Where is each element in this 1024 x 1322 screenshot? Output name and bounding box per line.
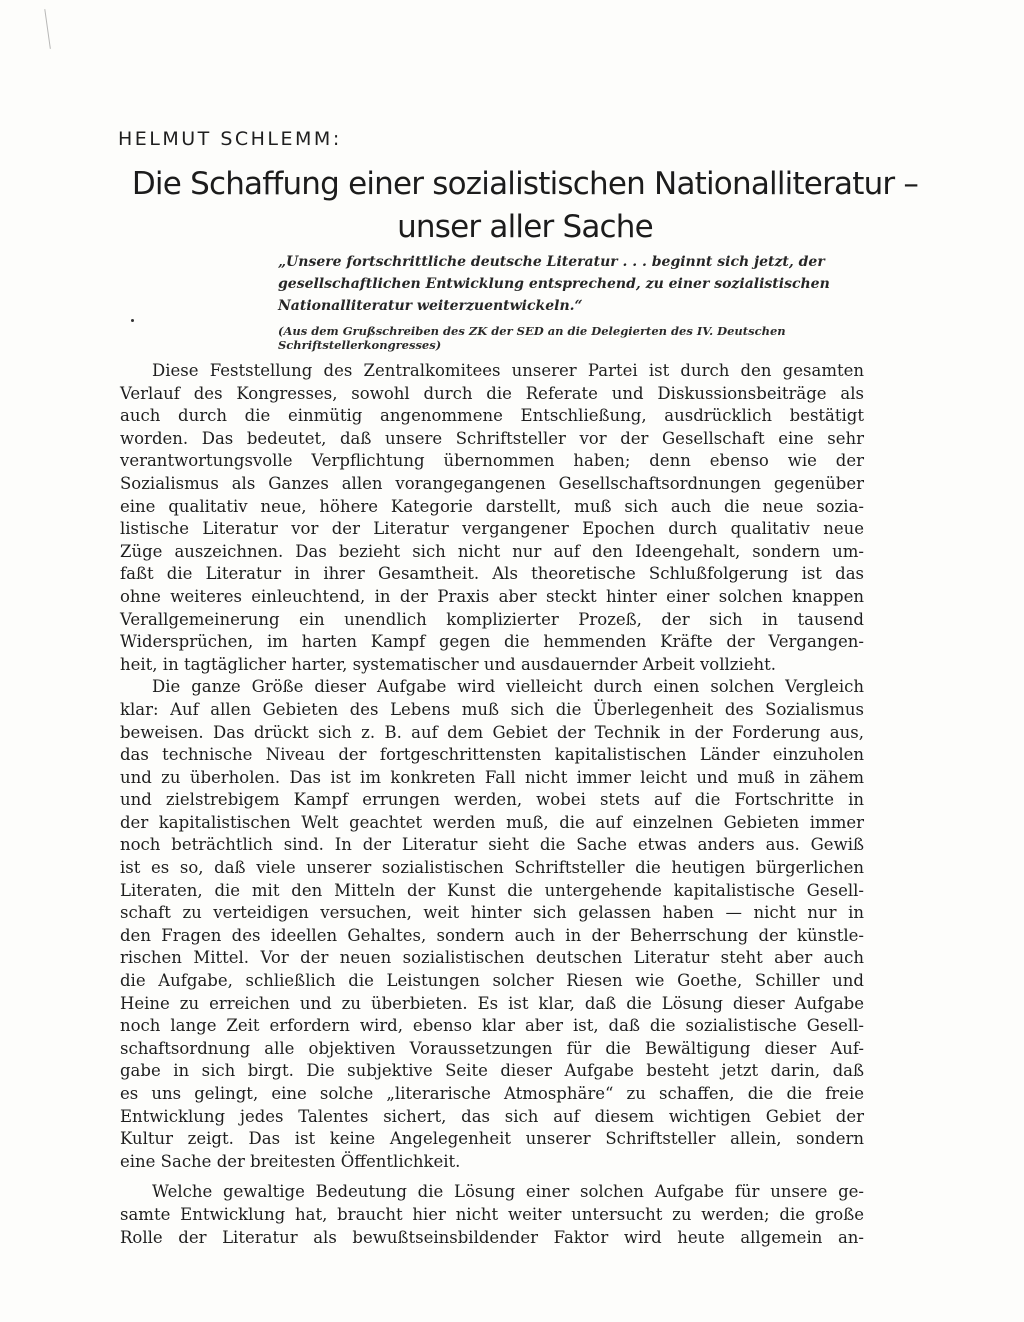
epigraph-source <box>278 324 868 352</box>
text-line: beweisen. Das drückt sich z. B. auf dem Gebiet der Technik in der Forderung aus, <box>120 722 864 742</box>
epigraph-source-line: Schriftstellerkongresses) <box>278 338 442 352</box>
text-line: und zu überholen. Das ist im konkreten Fall nicht immer leicht und muß in zähem <box>120 767 864 787</box>
article-title <box>100 163 950 249</box>
epigraph-line: „Unsere fortschrittliche deutsche Literatur . . . beginnt sich jetzt, der <box>278 254 825 270</box>
text-line: klar: Auf allen Gebieten des Lebens muß sich die Überlegenheit des Sozialismus <box>120 699 864 719</box>
text-line: verantwortungsvolle Verpflichtung übernommen haben; denn ebenso wie der <box>120 451 864 471</box>
text-line: Heine zu erreichen und zu überbieten. Es ist klar, daß die Lösung dieser Aufgabe <box>120 993 864 1013</box>
text-line: und zielstrebigem Kampf errungen werden, wobei stets auf die Fortschritte in <box>120 790 864 810</box>
epigraph-source-line: (Aus dem Grußschreiben des ZK der SED an die Delegierten des IV. Deutschen <box>278 324 786 338</box>
text-line: Rolle der Literatur als bewußtseinsbildender Faktor wird heute allgemein an- <box>120 1227 864 1247</box>
epigraph-line: gesellschaftlichen Entwicklung entsprechend, zu einer sozialistischen <box>278 276 830 292</box>
text-line: schaft zu verteidigen versuchen, weit hinter sich gelassen haben — nicht nur in <box>120 903 864 923</box>
text-line: auch durch die einmütig angenommene Entschließung, ausdrücklich bestätigt <box>120 406 864 426</box>
text-line: Entwicklung jedes Talentes sichert, das sich auf diesem wichtigen Gebiet der <box>120 1106 864 1126</box>
text-line: Die ganze Größe dieser Aufgabe wird vielleicht durch einen solchen Vergleich <box>152 677 864 697</box>
text-line: heit, in tagtäglicher harter, systematischer und ausdauernder Arbeit vollzieht. <box>120 654 776 674</box>
text-line: den Fragen des ideellen Gehaltes, sondern auch in der Beherrschung der künstle- <box>120 925 864 945</box>
text-line: eine Sache der breitesten Öffentlichkeit. <box>120 1151 461 1171</box>
text-line: schaftsordnung alle objektiven Voraussetzungen für die Bewältigung dieser Auf- <box>120 1038 864 1058</box>
paragraph <box>120 360 864 676</box>
margin-pencil-mark <box>44 7 64 49</box>
author-name: HELMUT SCHLEMM: <box>118 128 342 150</box>
text-line: Literaten, die mit den Mitteln der Kunst die untergehende kapitalistische Gesell- <box>120 880 864 900</box>
text-line: eine qualitativ neue, höhere Kategorie darstellt, muß sich auch die neue sozia- <box>120 496 864 516</box>
text-line: Verallgemeinerung ein unendlich komplizierter Prozeß, der sich in tausend <box>120 609 864 629</box>
text-line: das technische Niveau der fortgeschrittensten kapitalistischen Länder einzuholen <box>120 745 864 765</box>
paragraph <box>120 676 864 1173</box>
paragraph <box>120 1181 864 1249</box>
text-line: die Aufgabe, schließlich die Leistungen solcher Riesen wie Goethe, Schiller und <box>120 971 864 991</box>
paragraph-gap <box>120 1173 864 1181</box>
text-line: noch lange Zeit erfordern wird, ebenso klar aber ist, daß die sozialistische Gesell- <box>120 1016 864 1036</box>
text-line: der kapitalistischen Welt geachtet werden muß, die auf einzelnen Gebieten immer <box>120 812 864 832</box>
article-body <box>120 360 864 1249</box>
text-line: Verlauf des Kongresses, sowohl durch die Referate und Diskussionsbeiträge als <box>120 383 864 403</box>
text-line: es uns gelingt, eine solche „literarische Atmosphäre“ zu schaffen, die die freie <box>120 1084 864 1103</box>
text-line: Sozialismus als Ganzes allen vorangegangenen Gesellschaftsordnungen gegenüber <box>120 473 864 493</box>
text-line: rischen Mittel. Vor der neuen sozialistischen deutschen Literatur steht aber auch <box>120 948 864 968</box>
stray-dot <box>131 319 134 322</box>
epigraph-line: Nationalliteratur weiterzuentwickeln.“ <box>278 298 583 314</box>
text-line: samte Entwicklung hat, braucht hier nicht weiter untersucht zu werden; die große <box>120 1204 864 1224</box>
title-line-1: Die Schaffung einer sozialistischen Nationalliteratur – <box>131 166 919 202</box>
text-line: faßt die Literatur in ihrer Gesamtheit. Als theoretische Schlußfolgerung ist das <box>120 564 864 584</box>
text-line: ist es so, daß viele unserer sozialistischen Schriftsteller die heutigen bürgerlichen <box>120 858 864 878</box>
text-line: Kultur zeigt. Das ist keine Angelegenheit unserer Schriftsteller allein, sondern <box>120 1129 864 1149</box>
text-line: Widersprüchen, im harten Kampf gegen die hemmenden Kräfte der Vergangen- <box>120 632 864 652</box>
text-line: Welche gewaltige Bedeutung die Lösung einer solchen Aufgabe für unsere ge- <box>152 1182 864 1202</box>
text-line: ohne weiteres einleuchtend, in der Praxis aber steckt hinter einer solchen knappen <box>120 586 864 606</box>
text-line: Züge auszeichnen. Das bezieht sich nicht nur auf den Ideengehalt, sondern um- <box>120 541 864 561</box>
text-line: noch beträchtlich sind. In der Literatur sieht die Sache etwas anders aus. Gewiß <box>120 835 864 855</box>
text-line: worden. Das bedeutet, daß unsere Schriftsteller vor der Gesellschaft eine sehr <box>120 428 864 448</box>
text-line: gabe in sich birgt. Die subjektive Seite dieser Aufgabe besteht jetzt darin, daß <box>120 1061 864 1081</box>
title-line-2: unser aller Sache <box>397 209 653 245</box>
epigraph-quote <box>278 251 868 317</box>
text-line: listische Literatur vor der Literatur vergangener Epochen durch qualitativ neue <box>120 519 864 539</box>
text-line: Diese Feststellung des Zentralkomitees unserer Partei ist durch den gesamten <box>152 361 864 380</box>
